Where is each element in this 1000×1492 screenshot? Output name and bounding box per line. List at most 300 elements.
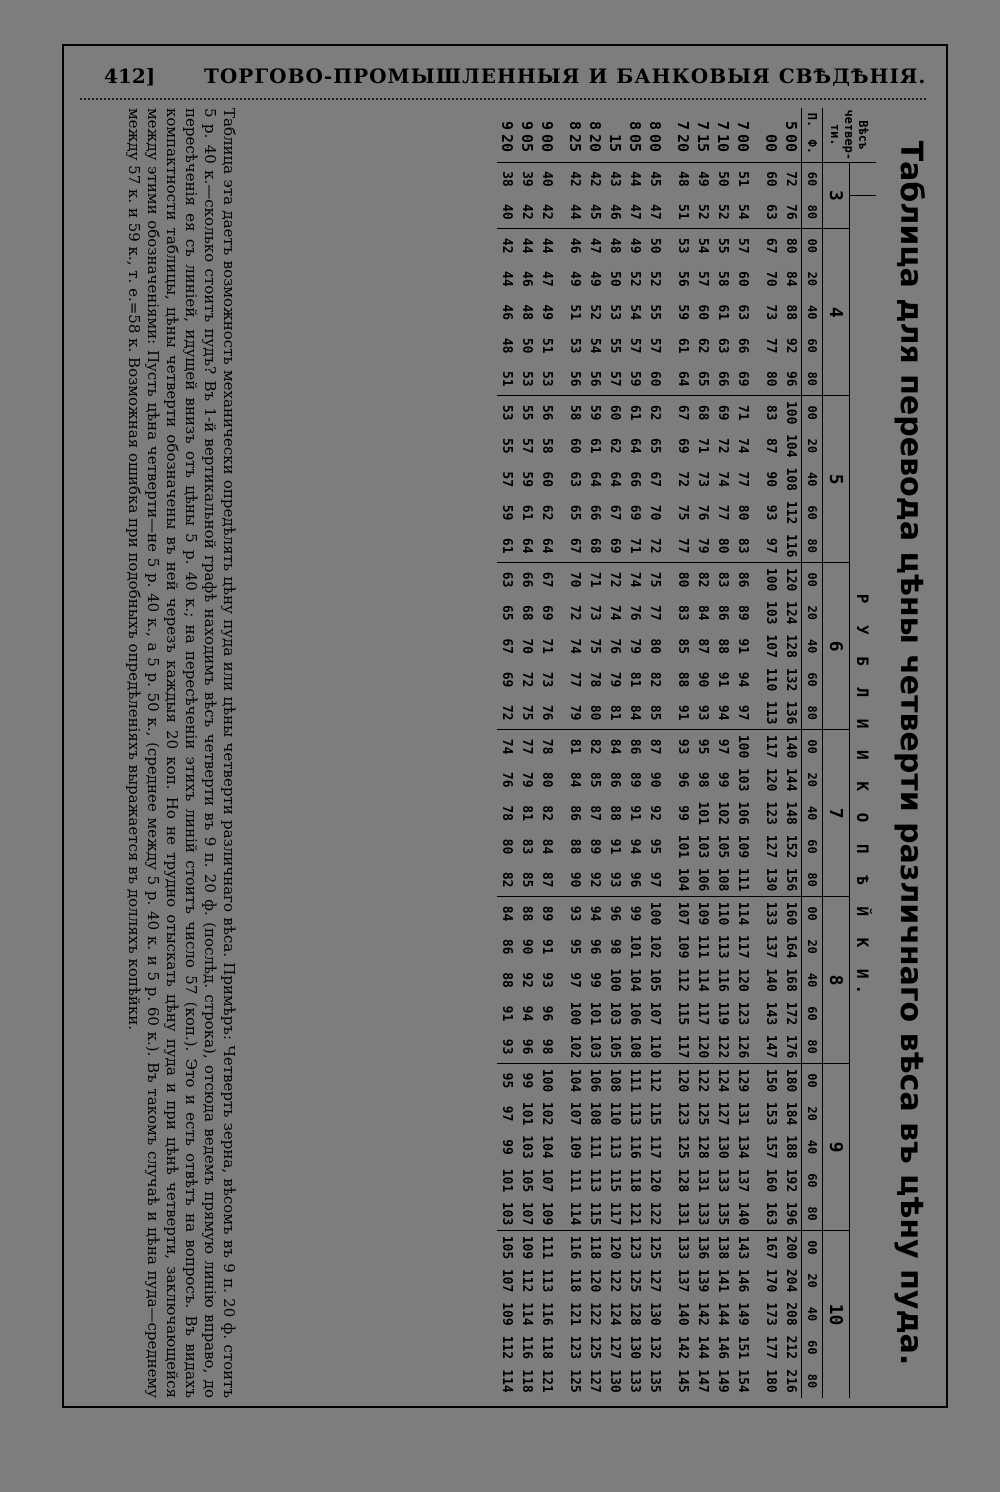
price-cell: 104 [783, 434, 799, 458]
kopeck-column-head: 00 [802, 1064, 823, 1097]
price-cell: 173 [763, 1302, 779, 1326]
price-cell: 140 [763, 968, 779, 992]
price-cell: 59 [675, 304, 691, 321]
price-cell: 75 [587, 638, 603, 654]
table-row [625, 108, 645, 1398]
price-cell: 83 [675, 604, 691, 621]
price-cell: 63 [715, 337, 731, 354]
price-cell: 78 [587, 671, 603, 688]
price-cell: 48 [499, 337, 515, 354]
price-cell: 111 [537, 1231, 565, 1264]
price-cell: 132 [647, 1335, 663, 1360]
price-cell: 91 [499, 1005, 515, 1022]
price-cell: 109 [517, 1231, 537, 1264]
price-cell: 83 [761, 396, 781, 429]
price-cell: 109 [567, 1135, 583, 1159]
price-cell: 117 [675, 1034, 691, 1059]
price-cell: 51 [733, 162, 761, 195]
price-cell: 95 [497, 1064, 517, 1097]
price-cell: 103 [695, 834, 711, 859]
price-cell: 66 [735, 337, 751, 354]
price-cell: 138 [713, 1231, 733, 1264]
price-cell: 113 [627, 1101, 643, 1126]
price-cell: 204 [783, 1268, 799, 1293]
price-cell: 86 [733, 563, 761, 596]
price-cell: 125 [645, 1231, 673, 1264]
price-cell: 64 [675, 370, 691, 387]
price-cell: 53 [519, 370, 535, 387]
price-cell: 55 [713, 229, 733, 262]
kopeck-column-head: 20 [802, 1097, 823, 1130]
table-row [713, 108, 733, 1398]
price-cell: 117 [647, 1135, 663, 1159]
price-cell: 109 [675, 934, 691, 959]
price-cell: 53 [539, 370, 555, 387]
kopeck-column-head: 20 [802, 596, 823, 629]
price-cell: 113 [763, 700, 779, 725]
price-cell: 94 [627, 838, 643, 855]
price-cell: 118 [519, 1369, 535, 1393]
price-cell: 63 [497, 563, 517, 596]
price-cell: 64 [627, 437, 643, 454]
price-cell: 151 [735, 1335, 751, 1360]
price-cell: 196 [783, 1201, 799, 1226]
price-cell: 101 [519, 1101, 535, 1126]
price-cell: 61 [625, 396, 645, 429]
price-cell: 91 [715, 671, 731, 688]
price-cell: 117 [735, 934, 751, 959]
weight-pud: 7 [694, 120, 712, 130]
price-cell: 48 [673, 162, 693, 195]
price-cell: 72 [781, 162, 802, 195]
page-number: 412] [104, 64, 156, 88]
price-cell: 80 [539, 771, 555, 788]
price-cell: 81 [565, 730, 585, 763]
price-cell: 208 [783, 1302, 799, 1326]
price-cell: 52 [695, 204, 711, 220]
price-cell: 114 [519, 1302, 535, 1326]
price-cell: 142 [695, 1302, 711, 1326]
price-cell: 76 [499, 771, 515, 788]
price-cell: 84 [605, 730, 625, 763]
price-cell: 47 [627, 204, 643, 220]
table-row [537, 108, 565, 1398]
kopeck-column-head: 20 [802, 763, 823, 796]
price-cell: 56 [675, 271, 691, 287]
price-cell: 93 [499, 1038, 515, 1055]
price-cell: 50 [607, 271, 623, 287]
kopeck-column-head: 40 [802, 796, 823, 829]
price-cell: 84 [627, 704, 643, 721]
price-cell: 84 [497, 897, 517, 930]
weight-pud: 9 [538, 120, 556, 130]
kopeck-column-head: 00 [802, 897, 823, 930]
price-cell: 133 [673, 1231, 693, 1264]
price-cell: 123 [763, 801, 779, 825]
price-cell: 103 [607, 1001, 623, 1026]
kopeck-column-head: 80 [802, 529, 823, 562]
price-cell: 78 [499, 805, 515, 821]
price-cell: 64 [587, 471, 603, 488]
price-cell: 79 [607, 671, 623, 688]
price-cell: 130 [715, 1135, 731, 1159]
price-cell: 53 [607, 304, 623, 321]
price-cell: 80 [647, 638, 663, 654]
price-cell: 47 [539, 271, 555, 287]
price-cell: 122 [647, 1201, 663, 1226]
price-cell: 86 [499, 938, 515, 955]
price-cell: 82 [647, 671, 663, 688]
kopeck-column-head: 60 [802, 663, 823, 696]
price-cell: 69 [713, 396, 733, 429]
price-cell: 117 [761, 730, 781, 763]
price-cell: 55 [647, 304, 663, 321]
weight-funt: 15 [605, 132, 625, 162]
price-cell: 56 [567, 370, 583, 387]
price-cell: 48 [519, 304, 535, 321]
price-cell: 108 [605, 1064, 625, 1097]
price-cell: 80 [735, 504, 751, 521]
price-cell: 39 [517, 162, 537, 195]
conversion-table [256, 108, 876, 1398]
price-cell: 42 [497, 229, 517, 262]
price-cell: 105 [647, 968, 663, 992]
price-cell: 168 [783, 968, 799, 992]
weight-funt: 00 [645, 132, 673, 162]
kopeck-column-head: 20 [802, 429, 823, 462]
price-cell: 116 [715, 968, 731, 992]
price-cell: 57 [499, 471, 515, 488]
price-cell: 128 [675, 1168, 691, 1193]
weight-funt: 20 [673, 132, 693, 162]
table-row [673, 108, 693, 1398]
kopeck-column-head: 80 [802, 1364, 823, 1398]
price-cell: 60 [695, 304, 711, 321]
weight-funt: 00 [733, 132, 761, 162]
kopeck-column-head: 40 [802, 963, 823, 996]
price-cell: 124 [713, 1064, 733, 1097]
price-cell: 52 [647, 271, 663, 287]
kopeck-column-head: 80 [802, 1197, 823, 1230]
price-cell: 88 [783, 304, 799, 321]
price-cell: 192 [783, 1168, 799, 1193]
price-cell: 131 [695, 1168, 711, 1193]
price-cell: 60 [539, 471, 555, 488]
price-cell: 63 [763, 204, 779, 220]
price-cell: 126 [735, 1034, 751, 1059]
price-cell: 91 [539, 938, 555, 955]
price-cell: 93 [673, 730, 693, 763]
price-cell: 79 [519, 771, 535, 788]
price-cell: 57 [627, 337, 643, 354]
price-cell: 42 [565, 162, 585, 195]
kopeck-column-head: 60 [802, 329, 823, 362]
price-cell: 88 [675, 671, 691, 688]
price-cell: 66 [627, 471, 643, 488]
price-cell: 67 [537, 563, 565, 596]
weight-pud: 8 [646, 120, 664, 130]
price-cell: 110 [607, 1101, 623, 1126]
price-cell: 137 [735, 1168, 751, 1193]
ruble-group-7: 7 [823, 730, 850, 897]
price-cell: 94 [585, 897, 605, 930]
price-cell: 164 [783, 934, 799, 959]
price-cell: 153 [763, 1101, 779, 1126]
weight-pud [605, 108, 625, 132]
price-cell: 113 [715, 934, 731, 959]
kopeck-column-head: 20 [802, 930, 823, 963]
price-cell: 152 [783, 834, 799, 859]
price-cell: 122 [693, 1064, 713, 1097]
price-cell: 111 [567, 1168, 583, 1193]
price-cell: 112 [783, 500, 799, 525]
price-cell: 53 [497, 396, 517, 429]
price-cell: 96 [539, 1005, 555, 1022]
price-cell: 95 [693, 730, 713, 763]
price-cell: 103 [763, 601, 779, 625]
price-cell: 94 [715, 704, 731, 721]
price-cell: 86 [625, 730, 645, 763]
kopeck-column-head: 00 [802, 229, 823, 262]
price-cell: 69 [675, 437, 691, 454]
price-cell: 42 [539, 204, 555, 220]
price-cell: 92 [647, 805, 663, 821]
price-cell: 160 [781, 897, 802, 930]
price-cell: 112 [645, 1064, 673, 1097]
price-cell: 82 [499, 871, 515, 888]
price-cell: 72 [605, 563, 625, 596]
price-cell: 81 [519, 805, 535, 821]
price-cell: 62 [645, 396, 673, 429]
price-cell: 123 [567, 1335, 583, 1360]
price-cell: 49 [539, 304, 555, 321]
price-cell: 67 [607, 504, 623, 521]
price-cell: 64 [539, 537, 555, 554]
price-cell: 54 [735, 204, 751, 220]
price-cell: 97 [647, 871, 663, 888]
price-cell: 83 [735, 537, 751, 554]
price-cell: 71 [585, 563, 605, 596]
price-cell: 113 [607, 1135, 623, 1159]
price-cell: 76 [607, 638, 623, 654]
weight-pud: 8 [566, 120, 584, 130]
price-cell: 76 [695, 504, 711, 521]
price-cell: 156 [783, 867, 799, 892]
price-cell: 52 [587, 304, 603, 321]
price-cell: 188 [783, 1135, 799, 1159]
price-cell: 118 [627, 1168, 643, 1193]
price-cell: 42 [585, 162, 605, 195]
price-cell: 120 [673, 1064, 693, 1097]
price-cell: 59 [499, 504, 515, 521]
price-cell: 89 [627, 771, 643, 788]
price-cell: 124 [607, 1302, 623, 1326]
price-cell: 40 [537, 162, 565, 195]
price-cell: 90 [695, 671, 711, 688]
price-cell: 135 [715, 1201, 731, 1226]
price-cell: 105 [519, 1168, 535, 1193]
price-cell: 59 [519, 471, 535, 488]
price-cell: 107 [647, 1001, 663, 1026]
weight-funt: 20 [585, 132, 605, 162]
price-cell: 58 [539, 437, 555, 454]
price-cell: 115 [587, 1201, 603, 1226]
price-cell: 88 [607, 805, 623, 821]
price-cell: 66 [587, 504, 603, 521]
price-cell: 130 [627, 1335, 643, 1360]
price-cell: 120 [605, 1231, 625, 1264]
price-cell: 82 [585, 730, 605, 763]
price-cell: 81 [627, 671, 643, 688]
price-cell: 69 [539, 604, 555, 621]
price-cell: 61 [675, 337, 691, 354]
weight-funt: 00 [761, 132, 781, 162]
kopeck-column-head: 20 [802, 262, 823, 295]
price-cell: 90 [519, 938, 535, 955]
price-cell: 118 [539, 1335, 555, 1360]
price-cell: 113 [587, 1168, 603, 1193]
price-cell: 127 [607, 1335, 623, 1360]
price-cell: 81 [607, 704, 623, 721]
weight-header: Вѣсъ четвер-ти. [823, 108, 877, 162]
price-cell: 116 [627, 1135, 643, 1159]
price-cell: 102 [539, 1101, 555, 1126]
price-cell: 87 [539, 871, 555, 888]
price-cell: 109 [499, 1302, 515, 1326]
price-cell: 69 [499, 671, 515, 688]
table-row [693, 108, 713, 1398]
price-cell: 88 [715, 638, 731, 654]
price-cell: 83 [713, 563, 733, 596]
price-cell: 87 [587, 805, 603, 821]
price-cell: 60 [735, 271, 751, 287]
price-cell: 116 [539, 1302, 555, 1326]
price-cell: 103 [735, 767, 751, 792]
price-cell: 57 [733, 229, 761, 262]
price-cell: 100 [761, 563, 781, 596]
price-cell: 51 [499, 370, 515, 387]
price-cell: 107 [673, 897, 693, 930]
price-cell: 142 [675, 1335, 691, 1360]
price-cell: 96 [783, 370, 799, 387]
ruble-group-8: 8 [823, 897, 850, 1064]
price-cell: 120 [587, 1268, 603, 1293]
price-cell: 103 [587, 1034, 603, 1059]
price-cell: 97 [735, 704, 751, 721]
price-cell: 86 [567, 805, 583, 821]
price-cell: 97 [713, 730, 733, 763]
price-cell: 97 [499, 1105, 515, 1122]
price-cell: 78 [537, 730, 565, 763]
price-cell: 91 [627, 805, 643, 821]
price-cell: 59 [585, 396, 605, 429]
price-cell: 49 [625, 229, 645, 262]
price-cell: 85 [587, 771, 603, 788]
price-cell: 144 [695, 1335, 711, 1360]
price-cell: 74 [567, 638, 583, 654]
price-cell: 74 [715, 471, 731, 488]
price-cell: 66 [517, 563, 537, 596]
price-cell: 96 [519, 1038, 535, 1055]
price-cell: 131 [675, 1201, 691, 1226]
price-cell: 99 [517, 1064, 537, 1097]
price-cell: 133 [627, 1369, 643, 1393]
price-cell: 154 [735, 1369, 751, 1393]
price-cell: 68 [587, 537, 603, 554]
price-cell: 58 [715, 271, 731, 287]
price-cell: 148 [783, 801, 799, 825]
price-cell: 125 [567, 1369, 583, 1393]
price-cell: 98 [695, 771, 711, 788]
price-cell: 167 [761, 1231, 781, 1264]
price-cell: 68 [693, 396, 713, 429]
price-cell: 146 [735, 1268, 751, 1293]
price-cell: 110 [713, 897, 733, 930]
price-cell: 108 [715, 867, 731, 892]
price-cell: 111 [625, 1064, 645, 1097]
price-cell: 70 [763, 271, 779, 287]
price-cell: 145 [675, 1369, 691, 1393]
price-cell: 112 [499, 1335, 515, 1360]
table-row [645, 108, 673, 1398]
price-cell: 120 [735, 968, 751, 992]
price-cell: 84 [539, 838, 555, 855]
price-cell: 74 [607, 604, 623, 621]
price-cell: 52 [715, 204, 731, 220]
price-cell: 108 [587, 1101, 603, 1126]
price-cell: 76 [539, 704, 555, 721]
price-cell: 40 [499, 204, 515, 220]
price-cell: 133 [715, 1168, 731, 1193]
price-cell: 107 [499, 1268, 515, 1293]
weight-funt: 10 [713, 132, 733, 162]
price-cell: 86 [715, 604, 731, 621]
price-cell: 49 [693, 162, 713, 195]
ruble-group-9: 9 [823, 1064, 850, 1231]
price-cell: 136 [693, 1231, 713, 1264]
price-cell: 137 [675, 1268, 691, 1293]
price-cell: 147 [695, 1369, 711, 1393]
table-row [497, 108, 517, 1398]
price-cell: 57 [695, 271, 711, 287]
price-cell: 95 [567, 938, 583, 955]
price-cell: 76 [783, 204, 799, 220]
price-cell: 45 [587, 204, 603, 220]
price-cell: 170 [763, 1268, 779, 1293]
price-cell: 139 [695, 1268, 711, 1293]
price-cell: 91 [675, 704, 691, 721]
price-cell: 140 [675, 1302, 691, 1326]
price-cell: 128 [695, 1135, 711, 1159]
weight-pud: 9 [518, 120, 536, 130]
price-cell: 105 [715, 834, 731, 859]
price-cell: 64 [519, 537, 535, 554]
price-cell: 102 [647, 934, 663, 959]
price-cell: 103 [499, 1201, 515, 1226]
price-cell: 123 [735, 1001, 751, 1026]
weight-funt: 25 [565, 132, 585, 162]
price-cell: 51 [539, 337, 555, 354]
price-cell: 180 [763, 1369, 779, 1393]
price-cell: 180 [781, 1064, 802, 1097]
price-cell: 96 [587, 938, 603, 955]
price-cell: 67 [499, 638, 515, 654]
price-cell: 115 [675, 1001, 691, 1026]
rotated-content [92, 108, 928, 1398]
price-cell: 67 [567, 537, 583, 554]
price-cell: 70 [519, 638, 535, 654]
price-cell: 75 [645, 563, 673, 596]
